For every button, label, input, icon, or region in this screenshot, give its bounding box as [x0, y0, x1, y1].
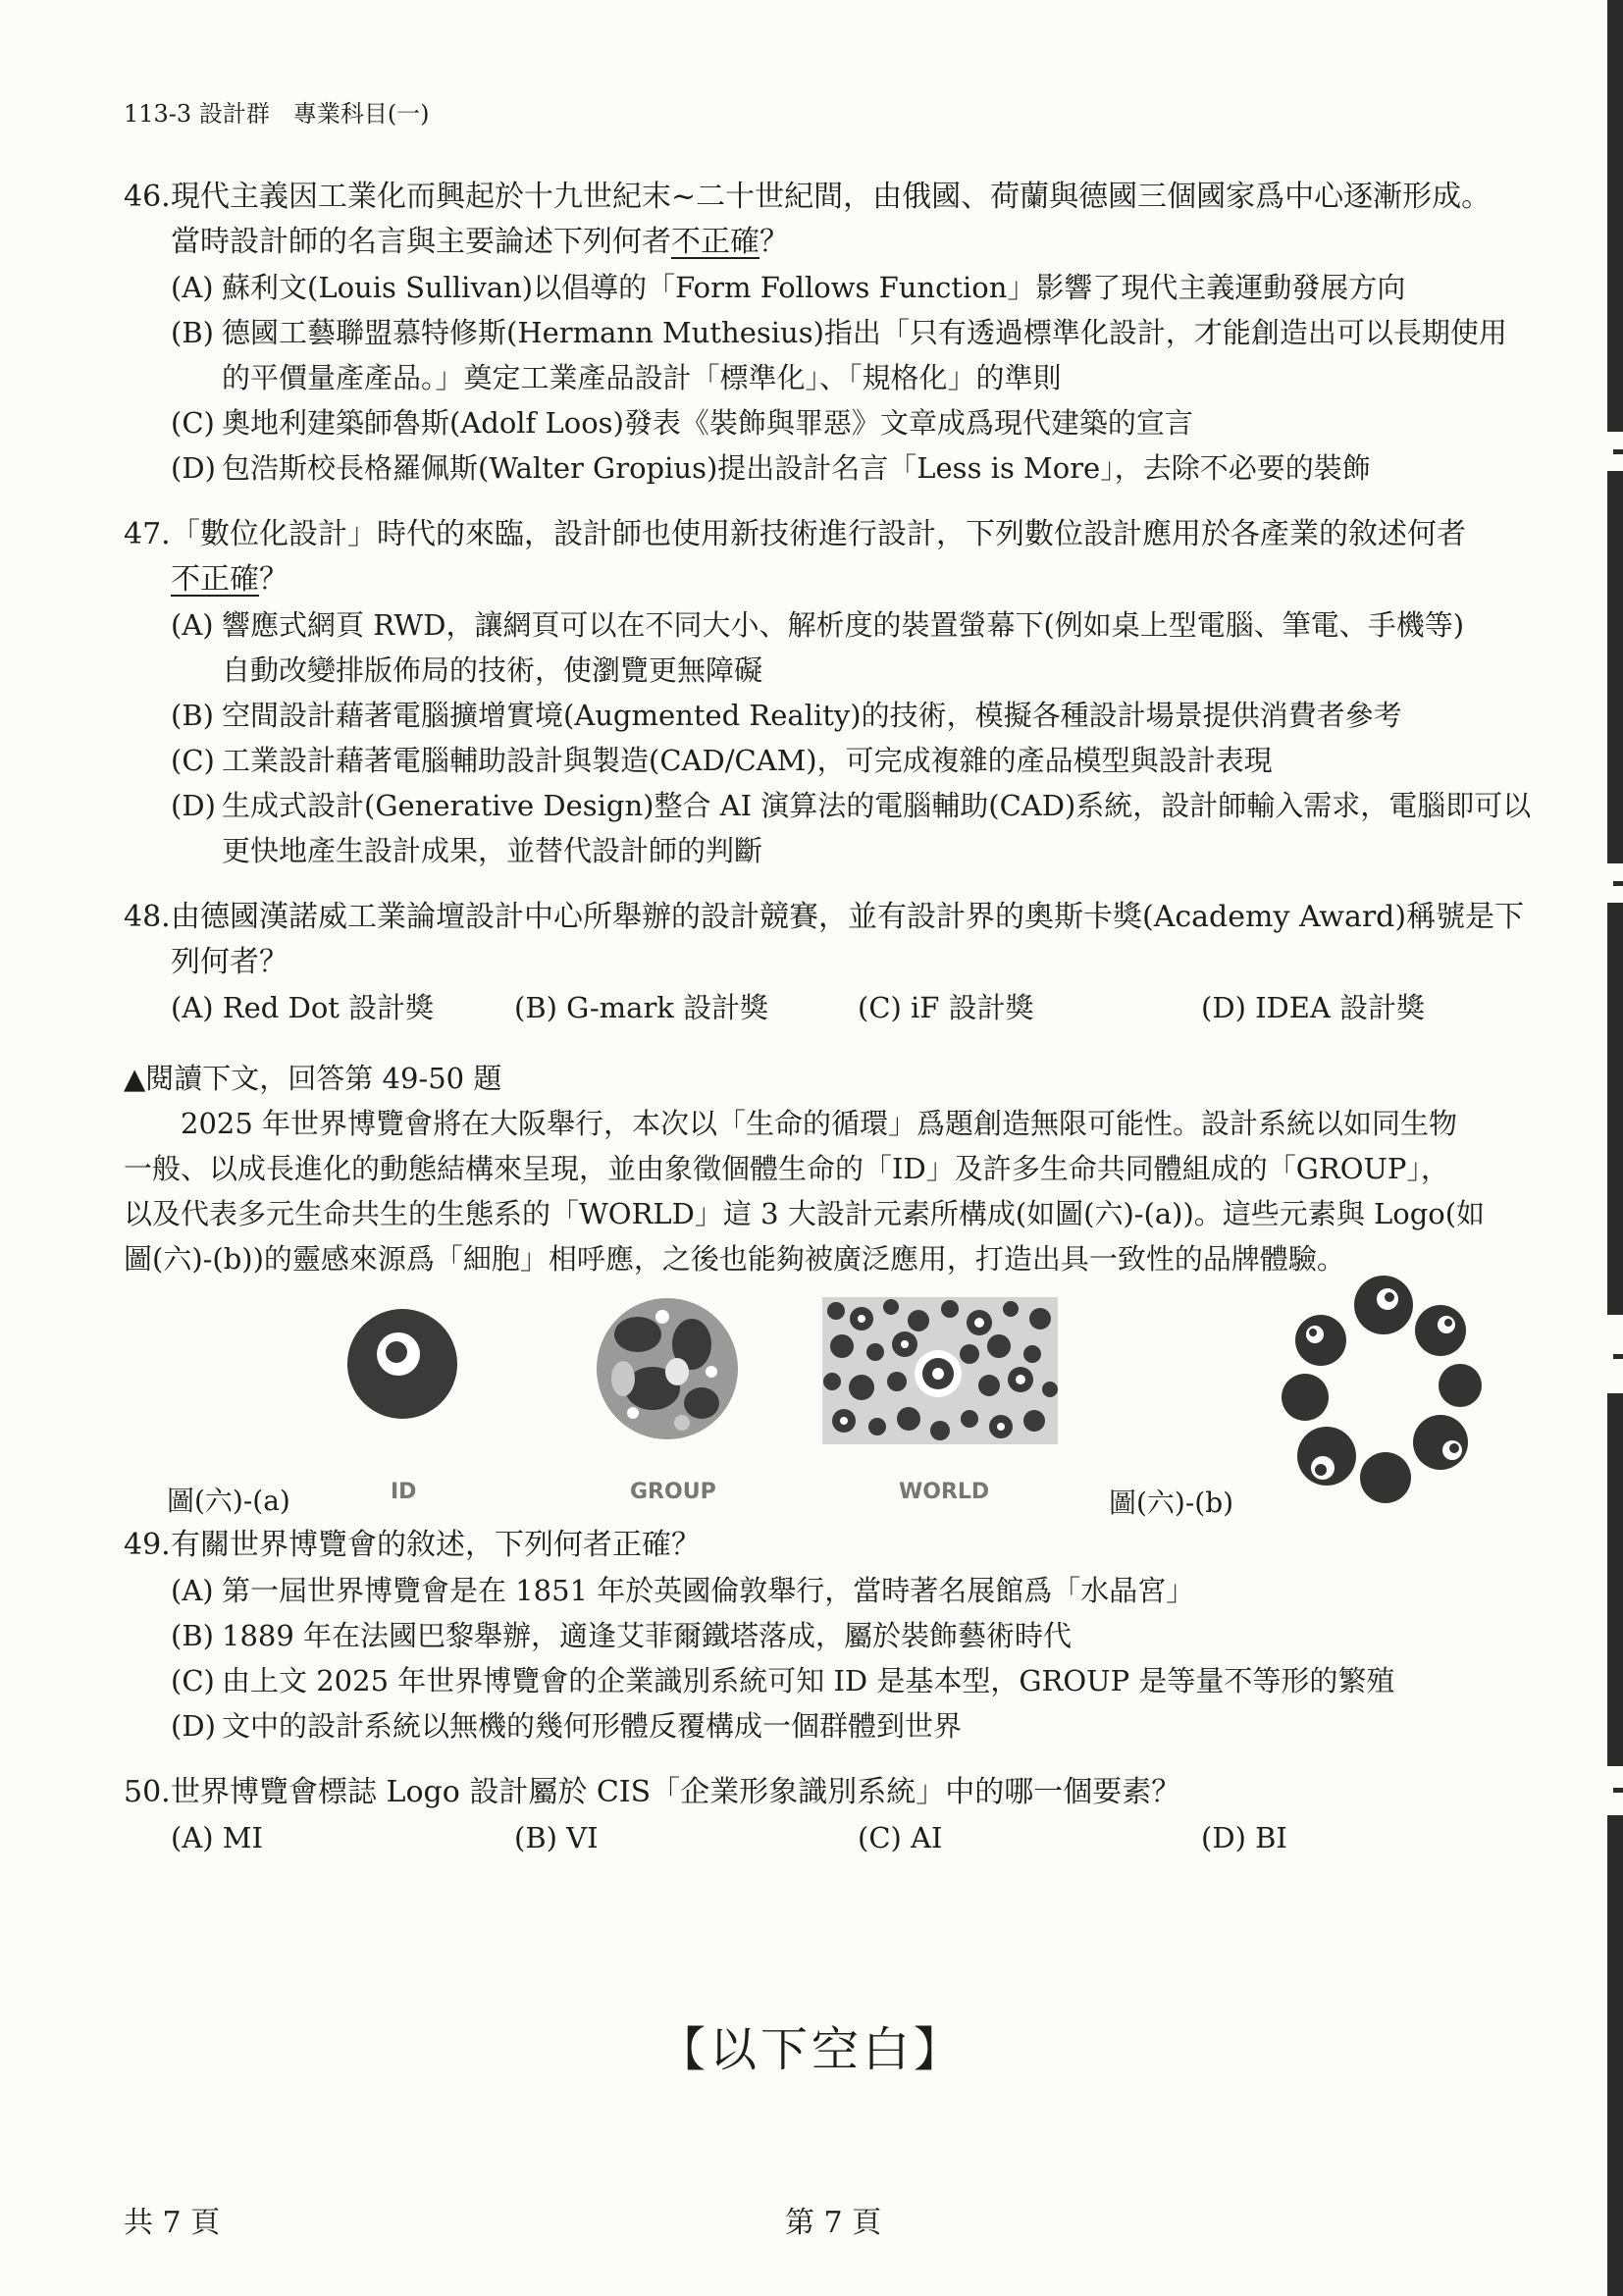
stem-line — [171, 557, 1546, 602]
stem-line: 列何者？ — [171, 945, 288, 979]
option-c: (C) AI — [858, 1821, 943, 1854]
question-number: 48. — [124, 900, 171, 934]
passage-intro: ▲閱讀下文，回答第 49-50 題 — [124, 1062, 502, 1095]
scan-edge-tick — [1613, 449, 1623, 454]
option-c — [171, 1658, 1544, 1703]
option-label: (A) — [171, 608, 214, 642]
caption-id: ID — [391, 1480, 417, 1504]
passage-line: 圖(六)-(b))的靈感來源爲「細胞」相呼應，之後也能夠被廣泛應用，打造出具一致性的品牌體驗。 — [124, 1242, 1345, 1276]
option-label: (D) — [171, 451, 216, 485]
question-50 — [124, 1770, 1546, 1815]
passage-line: 一般、以成長進化的動態結構來呈現，並由象徵個體生命的「ID」及許多生命共同體組成的「GROUP」， — [124, 1152, 1449, 1185]
option-text: 的平價量產產品。」奠定工業產品設計「標準化」、「規格化」的準則 — [222, 361, 1062, 394]
option-text: 由上文 2025 年世界博覽會的企業識別系統可知 ID 是基本型，GROUP 是等量不等形的繁殖 — [222, 1664, 1395, 1697]
figure-six — [0, 1276, 1623, 1521]
question-stem — [171, 175, 1546, 265]
caption-world: WORLD — [899, 1480, 990, 1504]
figure-label-a: 圖(六)-(a) — [167, 1485, 290, 1517]
scan-edge-mark — [1607, 1393, 1623, 1766]
expo-logo-image — [1276, 1276, 1490, 1511]
emphasis-not-correct: 不正確 — [671, 225, 759, 259]
option-label: (B) — [171, 1619, 214, 1652]
scan-edge-mark — [1607, 1815, 1623, 2296]
page-header: 113-3 設計群 專業科目(一) — [124, 100, 430, 128]
scan-edge-mark — [1607, 471, 1623, 863]
option-d — [171, 1703, 1544, 1748]
question-stem — [171, 512, 1546, 602]
option-text: 文中的設計系統以無機的幾何形體反覆構成一個群體到世界 — [222, 1709, 963, 1743]
stem-text: ？ — [259, 562, 288, 597]
caption-group: GROUP — [630, 1480, 716, 1504]
question-number: 50. — [124, 1775, 171, 1809]
option-text: 更快地產生設計成果，並替代設計師的判斷 — [222, 834, 763, 867]
option-text: 德國工藝聯盟慕特修斯(Hermann Muthesius)指出「只有透過標準化設計，才能創造出可以長期使用 — [222, 316, 1507, 349]
blank-below-note: 【以下空白】 — [657, 2022, 965, 2077]
option-label: (C) — [171, 744, 215, 777]
option-d: (D) BI — [1201, 1821, 1287, 1854]
question-number: 46. — [124, 180, 171, 214]
option-label: (A) — [171, 1574, 214, 1607]
emphasis-not-correct: 不正確 — [171, 562, 259, 597]
stem-line: 由德國漢諾威工業論壇設計中心所舉辦的設計競賽，並有設計界的奧斯卡獎(Academy Award)稱號是下 — [171, 900, 1525, 934]
option-b — [171, 310, 1544, 400]
option-d — [171, 445, 1544, 491]
option-label: (D) — [171, 1709, 216, 1743]
question-49 — [124, 1523, 1546, 1568]
option-b — [171, 693, 1544, 738]
option-label: (C) — [171, 406, 215, 440]
option-text: 蘇利文(Louis Sullivan)以倡導的「Form Follows Function」影響了現代主義運動發展方向 — [222, 271, 1406, 304]
option-d: (D) IDEA 設計獎 — [1201, 991, 1426, 1024]
question-stem: 世界博覽會標誌 Logo 設計屬於 CIS「企業形象識別系統」中的哪一個要素？ — [171, 1775, 1181, 1809]
option-a — [171, 265, 1544, 310]
option-a — [171, 1568, 1544, 1613]
scan-edge-tick — [1613, 881, 1623, 886]
passage-line: 2025 年世界博覽會將在大阪舉行，本次以「生命的循環」爲題創造無限可能性。設計系統以如同生物 — [124, 1107, 1458, 1140]
scan-edge-tick — [1613, 1354, 1623, 1359]
option-text: 自動改變排版佈局的技術，使瀏覽更無障礙 — [222, 653, 763, 687]
option-text: 生成式設計(Generative Design)整合 AI 演算法的電腦輔助(CAD)系統，設計師輸入需求，電腦即可以 — [222, 789, 1532, 822]
option-text: 工業設計藉著電腦輔助設計與製造(CAD/CAM)，可完成複雜的產品模型與設計表現 — [222, 744, 1273, 777]
option-c: (C) iF 設計獎 — [858, 991, 1034, 1024]
stem-line — [171, 220, 1546, 265]
option-label: (D) — [171, 789, 216, 822]
scan-edge-mark — [1607, 903, 1623, 1315]
option-text: 響應式網頁 RWD，讓網頁可以在不同大小、解析度的裝置螢幕下(例如桌上型電腦、筆電、手機等) — [222, 608, 1465, 642]
question-46 — [124, 175, 1546, 265]
option-label: (B) — [171, 699, 214, 732]
total-pages: 共 7 頁 — [124, 2206, 221, 2240]
question-number: 49. — [124, 1528, 171, 1562]
question-stem — [171, 895, 1546, 985]
option-b — [171, 1613, 1544, 1658]
option-text: 第一屆世界博覽會是在 1851 年於英國倫敦舉行，當時著名展館爲「水晶宮」 — [222, 1574, 1195, 1607]
option-label: (B) — [171, 316, 214, 349]
question-47 — [124, 512, 1546, 602]
stem-line: 「數位化設計」時代的來臨，設計師也使用新技術進行設計，下列數位設計應用於各產業的敘述何者 — [171, 517, 1466, 551]
question-number: 47. — [124, 517, 171, 551]
option-text: 包浩斯校長格羅佩斯(Walter Gropius)提出設計名言「Less is More」，去除不必要的裝飾 — [222, 451, 1371, 485]
stem-text: ？ — [759, 225, 789, 259]
option-text: 空間設計藉著電腦擴增實境(Augmented Reality)的技術，模擬各種設計場景提供消費者參考 — [222, 699, 1402, 732]
question-stem: 有關世界博覽會的敘述，下列何者正確？ — [171, 1528, 701, 1562]
scan-edge-tick — [1613, 1788, 1623, 1793]
passage-line: 以及代表多元生命共生的生態系的「WORLD」這 3 大設計元素所構成(如圖(六)-(a))。這些元素與 Logo(如 — [124, 1197, 1486, 1230]
option-a: (A) Red Dot 設計獎 — [171, 991, 435, 1024]
option-label: (A) — [171, 271, 214, 304]
scan-edge-mark — [1607, 0, 1623, 432]
option-b: (B) VI — [514, 1821, 599, 1854]
option-d — [171, 783, 1544, 873]
option-text: 奧地利建築師魯斯(Adolf Loos)發表《裝飾與罪惡》文章成爲現代建築的宣言 — [222, 406, 1193, 440]
option-c — [171, 400, 1544, 445]
world-element-image — [822, 1297, 1058, 1444]
reading-passage — [124, 1056, 1546, 1281]
option-b: (B) G-mark 設計獎 — [514, 991, 769, 1024]
figure-label-b: 圖(六)-(b) — [1109, 1487, 1234, 1519]
option-text: 1889 年在法國巴黎舉辦，適逢艾菲爾鐵塔落成，屬於裝飾藝術時代 — [222, 1619, 1073, 1652]
option-c — [171, 738, 1544, 783]
option-a — [171, 602, 1544, 693]
id-element-image — [343, 1305, 461, 1423]
group-element-image — [594, 1295, 741, 1442]
option-a: (A) MI — [171, 1821, 263, 1854]
stem-text: 當時設計師的名言與主要論述下列何者 — [171, 225, 671, 259]
stem-line: 現代主義因工業化而興起於十九世紀末~二十世紀間，由俄國、荷蘭與德國三個國家爲中心逐漸形成。 — [171, 180, 1492, 214]
page-number: 第 7 頁 — [785, 2206, 882, 2240]
question-48 — [124, 895, 1546, 985]
option-label: (C) — [171, 1664, 215, 1697]
